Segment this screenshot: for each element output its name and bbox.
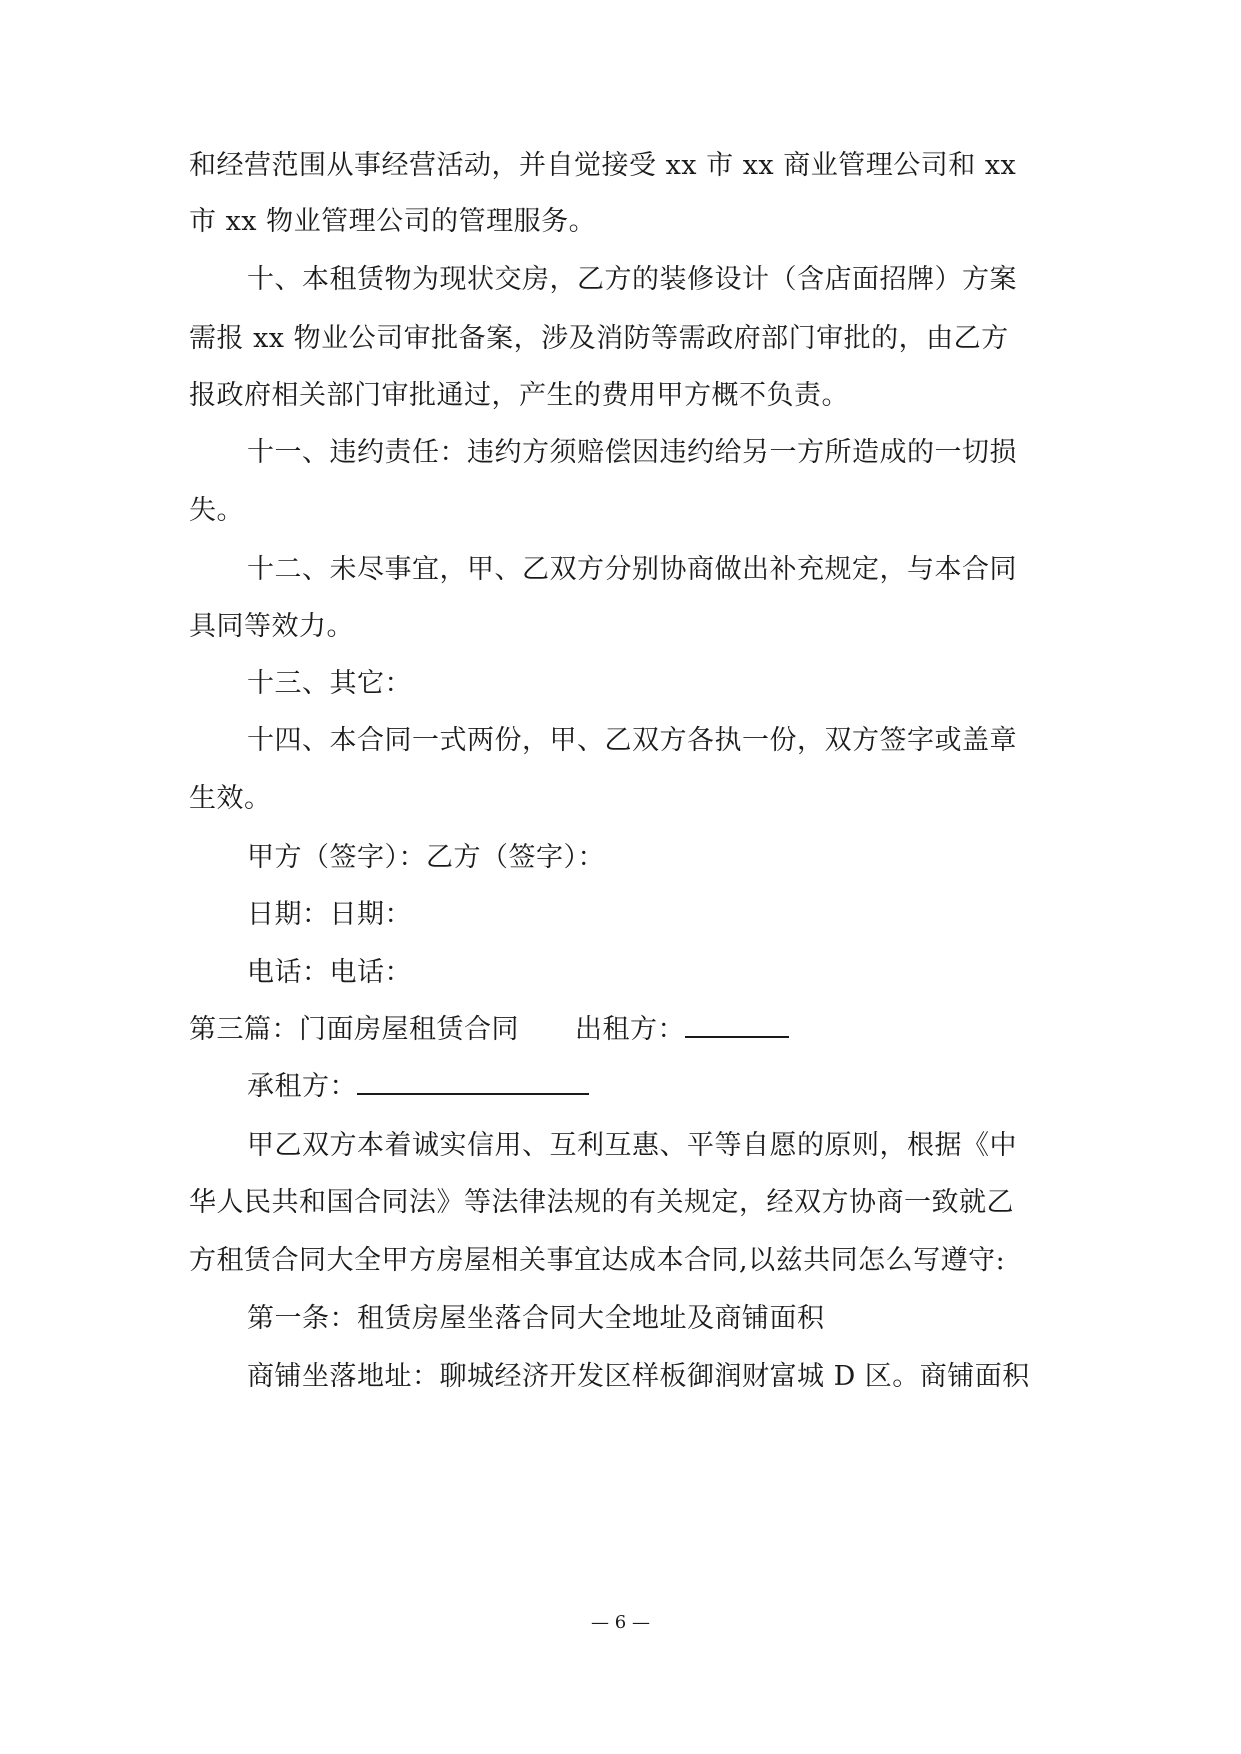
paragraph-line: 具同等效力。 — [189, 611, 354, 642]
paragraph-line: 需报 xx 物业公司审批备案，涉及消防等需政府部门审批的，由乙方 — [189, 323, 1009, 354]
preamble-line: 甲乙双方本着诚实信用、互利互惠、平等自愿的原则，根据《中 — [247, 1130, 1017, 1161]
paragraph-line: 方租赁合同大全甲方房屋相关事宜达成本合同,以兹共同怎么写遵守: — [189, 1245, 1006, 1276]
paragraph-line: 报政府相关部门审批通过，产生的费用甲方概不负责。 — [189, 380, 849, 411]
clause-fourteen: 十四、本合同一式两份，甲、乙双方各执一份，双方签字或盖章 — [247, 725, 1017, 756]
paragraph-line: 和经营范围从事经营活动，并自觉接受 xx 市 xx 商业管理公司和 xx — [189, 150, 1017, 181]
clause-ten: 十、本租赁物为现状交房，乙方的装修设计（含店面招牌）方案 — [247, 264, 1017, 295]
paragraph-line: 失。 — [189, 495, 244, 526]
clause-thirteen: 十三、其它： — [247, 668, 412, 699]
signature-line: 甲方（签字）：乙方（签字）： — [247, 842, 605, 873]
date-line: 日期：日期： — [247, 899, 412, 930]
lessor-blank — [685, 1010, 789, 1038]
paragraph-line: 华人民共和国合同法》等法律法规的有关规定，经双方协商一致就乙 — [189, 1187, 1014, 1218]
clause-twelve: 十二、未尽事宜，甲、乙双方分别协商做出补充规定，与本合同 — [247, 554, 1017, 585]
lessee-label: 承租方： — [247, 1071, 357, 1102]
page-number: — 6 — — [591, 1612, 650, 1633]
clause-eleven: 十一、违约责任：违约方须赔偿因违约给另一方所造成的一切损 — [247, 437, 1017, 468]
phone-line: 电话：电话： — [247, 957, 412, 988]
lessor-label: 出租方： — [575, 1014, 685, 1045]
lessee-blank — [357, 1067, 589, 1095]
address-line: 商铺坐落地址：聊城经济开发区样板御润财富城 D 区。商铺面积 — [247, 1361, 1030, 1392]
section-title-line — [189, 1010, 789, 1050]
lessee-line — [247, 1067, 589, 1107]
paragraph-line: 市 xx 物业管理公司的管理服务。 — [189, 206, 597, 237]
article-one: 第一条：租赁房屋坐落合同大全地址及商铺面积 — [247, 1303, 825, 1334]
section-title: 第三篇：门面房屋租赁合同 — [189, 1014, 519, 1045]
paragraph-line: 生效。 — [189, 783, 272, 814]
